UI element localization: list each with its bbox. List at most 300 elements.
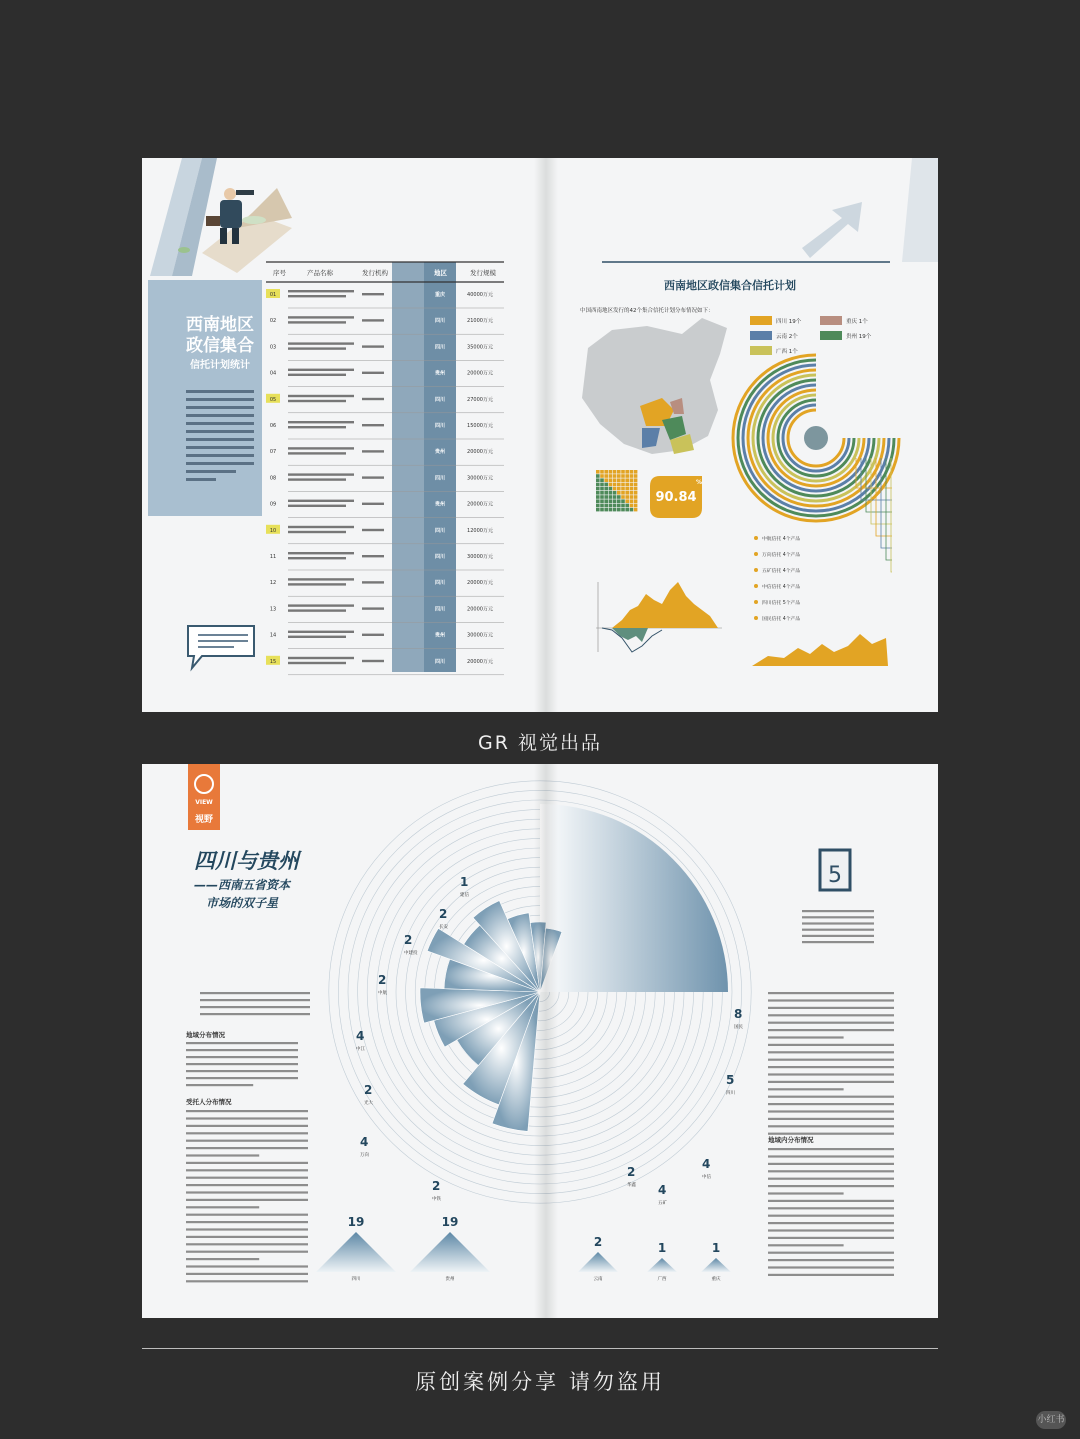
view-label: VIEW [195, 799, 213, 806]
waffle-cell [621, 470, 625, 474]
triangle-value: 1 [711, 1241, 721, 1255]
legend-yunnan: 云南 2个 [776, 334, 798, 340]
waffle-cell [600, 478, 604, 482]
polar-label-count: 4 [702, 1157, 711, 1171]
row-name-line [288, 557, 346, 559]
triangle-chart [701, 1241, 731, 1282]
waffle-cell [625, 504, 629, 508]
row-name-line [288, 347, 346, 349]
waffle-cell [609, 487, 613, 491]
text-line [768, 1059, 894, 1061]
row-name-line [288, 374, 346, 376]
polar-label [356, 1029, 365, 1052]
waffle-cell [625, 478, 629, 482]
mountain-chart [752, 634, 888, 666]
polar-label-name: 万向 [360, 1153, 369, 1158]
polar-label-count: 4 [360, 1135, 369, 1149]
waffle-cell [630, 478, 634, 482]
row-no: 08 [269, 475, 277, 482]
row-scale: 35000万元 [467, 344, 493, 351]
chart-title: 西南地区政信集合信托计划 [664, 279, 796, 292]
table-row [270, 369, 504, 387]
waffle-cell [634, 499, 638, 503]
th-region: 地区 [434, 269, 447, 277]
table-row [266, 525, 504, 544]
text-line [768, 1163, 894, 1165]
text-line [768, 1022, 894, 1024]
row-scale: 30000万元 [467, 632, 493, 639]
waffle-cell [600, 470, 604, 474]
polar-label-name: 长安 [439, 925, 448, 930]
row-name-line [288, 552, 354, 554]
waffle-chart [596, 470, 637, 511]
section-region: 地域分布情况 [186, 1031, 225, 1039]
text-line [802, 941, 874, 943]
text-line [200, 1006, 310, 1008]
text-line [768, 1266, 894, 1268]
waffle-cell [604, 478, 608, 482]
row-region: 四川 [434, 527, 446, 534]
text-line [768, 1229, 894, 1231]
triangle-label: 云南 [593, 1277, 603, 1282]
text-line [768, 1110, 894, 1112]
waffle-cell [604, 483, 608, 487]
row-scale: 27000万元 [467, 396, 493, 403]
row-scale: 20000万元 [467, 370, 493, 377]
text-line [186, 1243, 308, 1245]
row-no: 06 [269, 423, 277, 429]
text-line [186, 1251, 308, 1253]
row-issuer-line [362, 372, 384, 374]
waffle-cell [634, 483, 638, 487]
row-scale: 30000万元 [467, 554, 493, 560]
waffle-cell [596, 470, 600, 474]
waffle-cell [625, 474, 629, 478]
text-line [768, 1103, 894, 1105]
waffle-cell [604, 499, 608, 503]
caption-top: GR 视觉出品 [478, 732, 602, 754]
th-name: 产品名称 [307, 269, 333, 277]
row-no: 14 [269, 632, 277, 639]
text-line [768, 1178, 894, 1180]
spread-bottom-gutter [534, 764, 558, 1318]
text-line [186, 1280, 308, 1282]
text-line [768, 1051, 894, 1053]
row-name-line [288, 321, 346, 323]
text-line [186, 1063, 298, 1065]
legend-sichuan: 四川 19个 [776, 319, 802, 325]
waffle-cell [617, 491, 621, 495]
text-line [186, 1228, 308, 1230]
waffle-cell [604, 508, 608, 512]
waffle-cell [613, 470, 617, 474]
list-bullet [754, 584, 758, 588]
polar-label-count: 2 [378, 973, 387, 987]
th-issuer: 发行机构 [362, 269, 388, 277]
waffle-cell [634, 474, 638, 478]
text-line [768, 1200, 894, 1202]
waffle-cell [621, 483, 625, 487]
right-text-column [768, 850, 894, 1276]
polar-label [702, 1157, 711, 1180]
waffle-cell [613, 474, 617, 478]
polar-label-name: 中江 [356, 1047, 365, 1052]
polar-label-count: 2 [364, 1083, 373, 1097]
list-item: 四川信托 5个产品 [762, 601, 801, 606]
polar-label-name: 光大 [364, 1101, 373, 1106]
text-line [802, 929, 874, 931]
panel-title-line-1: 西南地区 [186, 315, 254, 335]
waffle-cell [621, 495, 625, 499]
row-name-line [288, 295, 346, 297]
list-item: 中航信托 4个产品 [762, 537, 801, 542]
row-issuer-line [362, 398, 384, 400]
waffle-cell [613, 508, 617, 512]
table-row [270, 316, 504, 334]
row-region: 四川 [434, 606, 446, 613]
text-line [200, 1013, 310, 1015]
text-line [186, 1236, 308, 1238]
row-name-line [288, 526, 354, 528]
concentric-arcs [733, 355, 899, 572]
row-name-line [288, 609, 346, 611]
subtitle-line-1: ——西南五省资本 [194, 878, 291, 892]
row-no: 03 [269, 344, 277, 351]
polar-label-name: 建信 [460, 893, 469, 898]
arcs-center [804, 426, 828, 450]
text-line [186, 1177, 308, 1179]
row-no: 11 [269, 554, 277, 560]
text-line [768, 1088, 844, 1090]
waffle-cell [600, 491, 604, 495]
text-line [768, 1029, 894, 1031]
row-name-line [288, 604, 354, 606]
text-line [200, 992, 310, 994]
row-name-line [288, 369, 354, 371]
waffle-cell [609, 483, 613, 487]
spread-top [142, 158, 938, 712]
row-issuer-line [362, 607, 384, 609]
row-no: 10 [269, 527, 277, 534]
chart-subtitle: 中国西南地区发行的42个集合信托计划分布情况如下： [580, 308, 714, 314]
polar-label [726, 1073, 735, 1096]
text-line [186, 1049, 298, 1051]
row-name-line [288, 426, 346, 428]
list-bullet [754, 568, 758, 572]
text-line [768, 1007, 894, 1009]
panel-title-line-2: 政信集合 [186, 336, 254, 356]
triangle-label: 贵州 [445, 1277, 455, 1282]
waffle-cell [625, 487, 629, 491]
polar-label-name: 国民 [734, 1025, 743, 1030]
text-line [768, 1207, 894, 1209]
table-row [270, 552, 504, 570]
text-line [768, 1081, 894, 1083]
waffle-cell [613, 491, 617, 495]
table-row [266, 289, 504, 308]
text-line [186, 1125, 308, 1127]
waffle-cell [630, 487, 634, 491]
text-line [186, 1273, 308, 1275]
waffle-cell [625, 483, 629, 487]
subtitle-line-2: 市场的双子星 [206, 896, 279, 910]
text-line [186, 1077, 298, 1079]
triangle-value: 1 [657, 1241, 667, 1255]
triangle-shape [578, 1252, 618, 1272]
row-region: 四川 [434, 580, 446, 587]
text-line [186, 1265, 308, 1267]
text-line [768, 1259, 894, 1261]
waffle-cell [609, 470, 613, 474]
waffle-cell [634, 495, 638, 499]
arrow-icon [802, 202, 862, 258]
waffle-cell [600, 483, 604, 487]
list-item: 万向信托 4个产品 [762, 553, 801, 558]
polar-label-count: 8 [734, 1007, 743, 1021]
row-no: 13 [269, 606, 277, 613]
waffle-cell [609, 491, 613, 495]
triangle-label: 广西 [657, 1277, 667, 1282]
text-line [186, 1070, 298, 1072]
area-chart [596, 582, 722, 652]
polar-label [378, 973, 387, 996]
waffle-cell [609, 478, 613, 482]
text-line [768, 1125, 894, 1127]
waffle-cell [617, 470, 621, 474]
list-item: 五矿信托 4个产品 [762, 569, 801, 574]
text-line [768, 1237, 894, 1239]
waffle-cell [604, 487, 608, 491]
text-line [186, 1140, 308, 1142]
text-line [768, 1096, 894, 1098]
waffle-cell [613, 499, 617, 503]
text-line [186, 1169, 308, 1171]
triangle-chart [316, 1215, 396, 1282]
waffle-cell [630, 474, 634, 478]
text-line [186, 1084, 253, 1086]
section-trustee: 受托人分布情况 [186, 1098, 232, 1106]
text-line [186, 1147, 308, 1149]
waffle-cell [630, 504, 634, 508]
text-line [802, 935, 874, 937]
text-line [768, 1192, 844, 1194]
row-issuer-line [362, 476, 384, 478]
waffle-cell [630, 483, 634, 487]
waffle-cell [596, 474, 600, 478]
text-line [186, 1056, 298, 1058]
waffle-cell [625, 508, 629, 512]
text-line [768, 1185, 894, 1187]
polar-label-name: 中信 [702, 1175, 711, 1180]
waffle-cell [596, 478, 600, 482]
text-line [768, 1073, 894, 1075]
section-intra: 地域内分布情况 [768, 1136, 814, 1144]
row-name-line [288, 400, 346, 402]
table-row [270, 578, 504, 596]
row-name-line [288, 290, 354, 292]
legend-guangxi: 广西 1个 [776, 349, 798, 355]
polar-label-name: 中建投 [404, 951, 418, 956]
waffle-cell [617, 504, 621, 508]
text-line [768, 1244, 844, 1246]
waffle-cell [613, 487, 617, 491]
row-issuer-line [362, 424, 384, 426]
waffle-cell [634, 478, 638, 482]
polar-label-name: 中铁 [432, 1197, 441, 1202]
row-scale: 40000万元 [467, 292, 493, 298]
waffle-cell [613, 483, 617, 487]
waffle-cell [621, 491, 625, 495]
text-line [768, 1215, 894, 1217]
waffle-cell [600, 508, 604, 512]
waffle-cell [613, 504, 617, 508]
map-legend [750, 316, 872, 355]
polar-label-name: 四川 [726, 1091, 735, 1096]
waffle-cell [634, 470, 638, 474]
row-region: 贵州 [434, 370, 446, 377]
text-line [768, 1222, 894, 1224]
waffle-cell [609, 499, 613, 503]
table-row [266, 656, 504, 675]
row-name-line [288, 505, 346, 507]
row-region: 四川 [434, 423, 446, 429]
row-scale: 12000万元 [467, 527, 493, 534]
text-line [768, 999, 894, 1001]
text-line [186, 1258, 259, 1260]
polar-label-count: 2 [404, 933, 413, 947]
waffle-cell [617, 495, 621, 499]
text-line [186, 1154, 259, 1156]
waffle-cell [604, 495, 608, 499]
text-line [768, 1066, 894, 1068]
row-name-line [288, 473, 354, 475]
waffle-cell [613, 478, 617, 482]
row-scale: 20000万元 [467, 501, 493, 508]
waffle-cell [596, 508, 600, 512]
waffle-cell [604, 474, 608, 478]
waffle-cell [609, 495, 613, 499]
waffle-cell [621, 474, 625, 478]
polar-label [404, 933, 418, 956]
row-scale: 21000万元 [467, 318, 493, 325]
left-text-column [186, 992, 310, 1282]
row-issuer-line [362, 660, 384, 662]
spread-top-gutter [534, 158, 558, 712]
text-line [186, 1184, 308, 1186]
number-box: 5 [828, 863, 842, 888]
th-no: 序号 [273, 269, 286, 277]
text-line [186, 1117, 308, 1119]
text-line [186, 1042, 298, 1044]
text-line [186, 1214, 308, 1216]
row-issuer-line [362, 634, 384, 636]
row-name-line [288, 395, 354, 397]
table-row [270, 421, 504, 439]
triangle-shape [701, 1258, 731, 1272]
triangle-value: 19 [441, 1215, 459, 1229]
speech-bubble [188, 626, 254, 668]
spread-bottom [142, 764, 938, 1318]
row-region: 贵州 [434, 449, 446, 456]
row-name-line [288, 662, 346, 664]
list-item: 国民信托 4个产品 [762, 617, 801, 622]
row-name-line [288, 583, 346, 585]
waffle-cell [609, 504, 613, 508]
text-line [768, 992, 894, 994]
polar-label-count: 1 [460, 875, 469, 889]
row-no: 07 [269, 449, 277, 456]
list-item: 中信信托 4个产品 [762, 585, 801, 590]
panel-subtitle: 信托计划统计 [190, 360, 250, 371]
row-scale: 15000万元 [467, 423, 493, 429]
text-line [802, 922, 874, 924]
text-line [768, 1252, 894, 1254]
triangle-chart [647, 1241, 677, 1282]
polar-label-count: 4 [658, 1183, 667, 1197]
table-row [270, 447, 504, 465]
watermark-badge: 小红书 [1036, 1411, 1066, 1429]
waffle-cell [621, 487, 625, 491]
row-no: 01 [269, 292, 277, 298]
waffle-cell [596, 487, 600, 491]
row-region: 贵州 [434, 632, 446, 639]
polar-label [360, 1135, 369, 1158]
row-region: 四川 [434, 658, 446, 665]
polar-label-count: 5 [726, 1073, 735, 1087]
polar-label-count: 4 [356, 1029, 365, 1043]
waffle-cell [630, 499, 634, 503]
waffle-cell [617, 483, 621, 487]
table-rows [266, 289, 504, 675]
row-region: 四川 [434, 344, 446, 351]
list-bullet [754, 600, 758, 604]
polar-label [734, 1007, 743, 1030]
text-line [186, 1162, 308, 1164]
waffle-cell [630, 495, 634, 499]
triangle-shape [316, 1232, 396, 1272]
product-table [266, 262, 504, 675]
waffle-cell [621, 504, 625, 508]
waffle-cell [625, 495, 629, 499]
legend-chongqing: 重庆 1个 [846, 319, 868, 325]
triangle-charts [316, 1215, 731, 1282]
polar-label-name: 中航 [378, 991, 387, 996]
waffle-cell [596, 499, 600, 503]
waffle-cell [596, 491, 600, 495]
text-line [186, 1221, 308, 1223]
polar-label-name: 五矿 [658, 1201, 667, 1206]
text-line [768, 1170, 894, 1172]
row-name-line [288, 316, 354, 318]
triangle-shape [410, 1232, 490, 1272]
waffle-cell [596, 504, 600, 508]
list-bullet [754, 552, 758, 556]
row-name-line [288, 447, 354, 449]
text-line [186, 1191, 308, 1193]
row-region: 重庆 [434, 292, 446, 298]
polar-label-name: 华鑫 [627, 1183, 636, 1188]
waffle-cell [625, 491, 629, 495]
row-name-line [288, 500, 354, 502]
waffle-cell [630, 491, 634, 495]
text-line [802, 910, 874, 912]
row-name-line [288, 657, 354, 659]
waffle-cell [617, 508, 621, 512]
text-line [200, 999, 310, 1001]
triangle-shape [647, 1258, 677, 1272]
waffle-cell [630, 508, 634, 512]
row-name-line [288, 342, 354, 344]
